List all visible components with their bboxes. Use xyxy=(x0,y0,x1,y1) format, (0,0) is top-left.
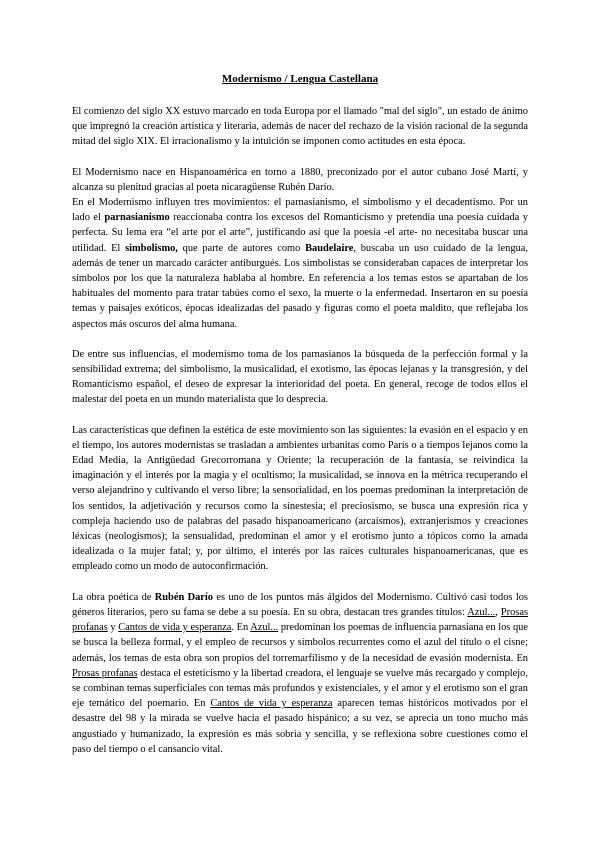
text-run: . En xyxy=(231,622,249,634)
text-run: La obra poética de xyxy=(72,591,152,603)
bold-term-baudelaire: Baudelaire xyxy=(305,242,354,254)
paragraph-influencias-movimientos xyxy=(72,195,528,332)
paragraph-gap xyxy=(72,150,528,165)
paragraph-gap xyxy=(72,575,528,590)
underlined-title-cantos: Cantos de vida y esperanza xyxy=(118,622,232,634)
underlined-title-prosas-profanas: Prosas profanas xyxy=(72,606,528,634)
text-run: es uno de los puntos más álgidos del Modernismo. Cultivó casi todos los géneros literarios, pero su fama se debe a su poesía. En su obra, destacan tres grandes títulos: xyxy=(72,591,528,618)
paragraph-ruben-dario xyxy=(72,590,528,757)
text-run: , buscaba un uso cuidado de la lengua, además de tener un marcado carácter antiburgués. Los simbolistas se consideraban capaces de interpretar los símbolos por los que la naturaleza hablaba al hombre. En referencia a los temas estos se apartaban de los habituales del momento para tratar tabúes como el sexo, la muerte o la enfermedad. Insertaron en su poesía temas y paisajes exóticos, épocas idealizadas del pasado y figuras como el poeta maldito, que reflejaba los aspectos más oscuros del alma humana. xyxy=(72,242,528,330)
text-run: aparecen temas históricos motivados por el desastre del 98 y la mirada se vuelve hacia el pasado hispánico; a su vez, se aprecia un tono mucho más angustiado y humanizado, la expresión es más sobria y sencilla, y se reflexiona sobre cuestiones como el paso del tiempo o el cansancio vital. xyxy=(72,698,528,755)
text-run: En el Modernismo influyen tres movimientos: el parnasianismo, el simbolismo y el decadentismo. Por un lado el xyxy=(72,197,528,224)
paragraph-gap xyxy=(72,408,528,423)
underlined-title-cantos: Cantos de vida y esperanza xyxy=(210,698,333,710)
paragraph-origen-modernismo: El Modernismo nace en Hispanoamérica en torno a 1880, preconizado por el autor cubano José Martí, y alcanza su plenitud gracias al poeta nicaragüense Rubén Darío. xyxy=(72,166,528,193)
paragraph-mal-del-siglo: El comienzo del siglo XX estuvo marcado en toda Europa por el llamado "mal del siglo", un estado de ánimo que impregnó la creación artística y literaria, además de nacer del rechazo de la visión racional de la segunda mitad del siglo XIX. El irracionalismo y la intuición se imponen como actitudes en esta época. xyxy=(72,106,528,148)
underlined-title-azul: Azul... xyxy=(467,606,496,618)
underlined-title-azul: Azul... xyxy=(250,622,279,634)
text-run: predominan los poemas de influencia parnasiana en los que se busca la belleza formal, y el empleo de recursos y símbolos recurrentes como el azul del título o el cisne; además, los temas de esta obra son propios del torremarfilismo y de la necesidad de evasión modernista. En xyxy=(72,622,528,664)
bold-term-parnasianismo: parnasianismo xyxy=(104,212,170,224)
document-title: Modernismo / Lengua Castellana xyxy=(221,73,379,85)
paragraph-gap xyxy=(72,332,528,347)
bold-term-ruben-dario: Rubén Darío xyxy=(154,591,213,603)
paragraph-influencias-toma: De entre sus influencias, el modernismo toma de los parnasianos la búsqueda de la perfección formal y la sensibilidad extrema; del simbolismo, la musicalidad, el exotismo, las épocas lejanas y la transgresión, y del Romanticismo español, el deseo de expresar la interioridad del poeta. En general, recoge de todos ellos el malestar del poeta en un mundo materialista que lo desprecia. xyxy=(72,348,528,406)
paragraph-caracteristicas: Las características que definen la estética de este movimiento son las siguientes: la evasión en el espacio y en el tiempo, los autores modernistas se trasladan a ambientes urbanitas como París o a tiempos lejanos como la Edad Media, la Antigüedad Grecorromana y Oriente; la recuperación de la fantasía, se reivindica la imaginación y el interés por la magia y el ocultismo; la musicalidad, se innova en la métrica recuperando el verso alejandrino y cultivando el verso libre; la sensorialidad, en los poemas predominan la interpretación de los sentidos, la adjetivación y recursos como la sinestesia; el preciosismo, se busca una expresión rica y compleja haciendo uso de palabras del pasado hispanoamericano (arcaísmos), extranjerismos y creaciones léxicas (neologismos); la sensualidad, predominan el amor y el erotismo junto a tópicos como la amada idealizada o la mujer fatal; y, por último, el interés por las raíces culturales hispanoamericanas, que es empleado como un modo de autoconfirmación. xyxy=(72,424,528,573)
text-run: destaca el esteticismo y la libertad creadora, el lenguaje se vuelve más recargado y complejo, se combinan temas superficiales con temas más profundos y existenciales, y el amor y el erotismo son el gran eje temático del poemario. En xyxy=(72,667,528,710)
text-run: que parte de autores como xyxy=(182,242,301,254)
text-run: reaccionaba contra los excesos del Romanticismo y pretendía una poesía cuidada y perfecta. Su lema era “el arte por el arte”, justificando así que la poesía -el arte- no necesitaba buscar una utilidad. El xyxy=(72,212,528,254)
text-run: , xyxy=(495,606,498,618)
underlined-title-prosas-profanas: Prosas profanas xyxy=(72,667,138,679)
text-run: y xyxy=(110,622,116,634)
bold-term-simbolismo: simbolismo, xyxy=(125,242,178,254)
